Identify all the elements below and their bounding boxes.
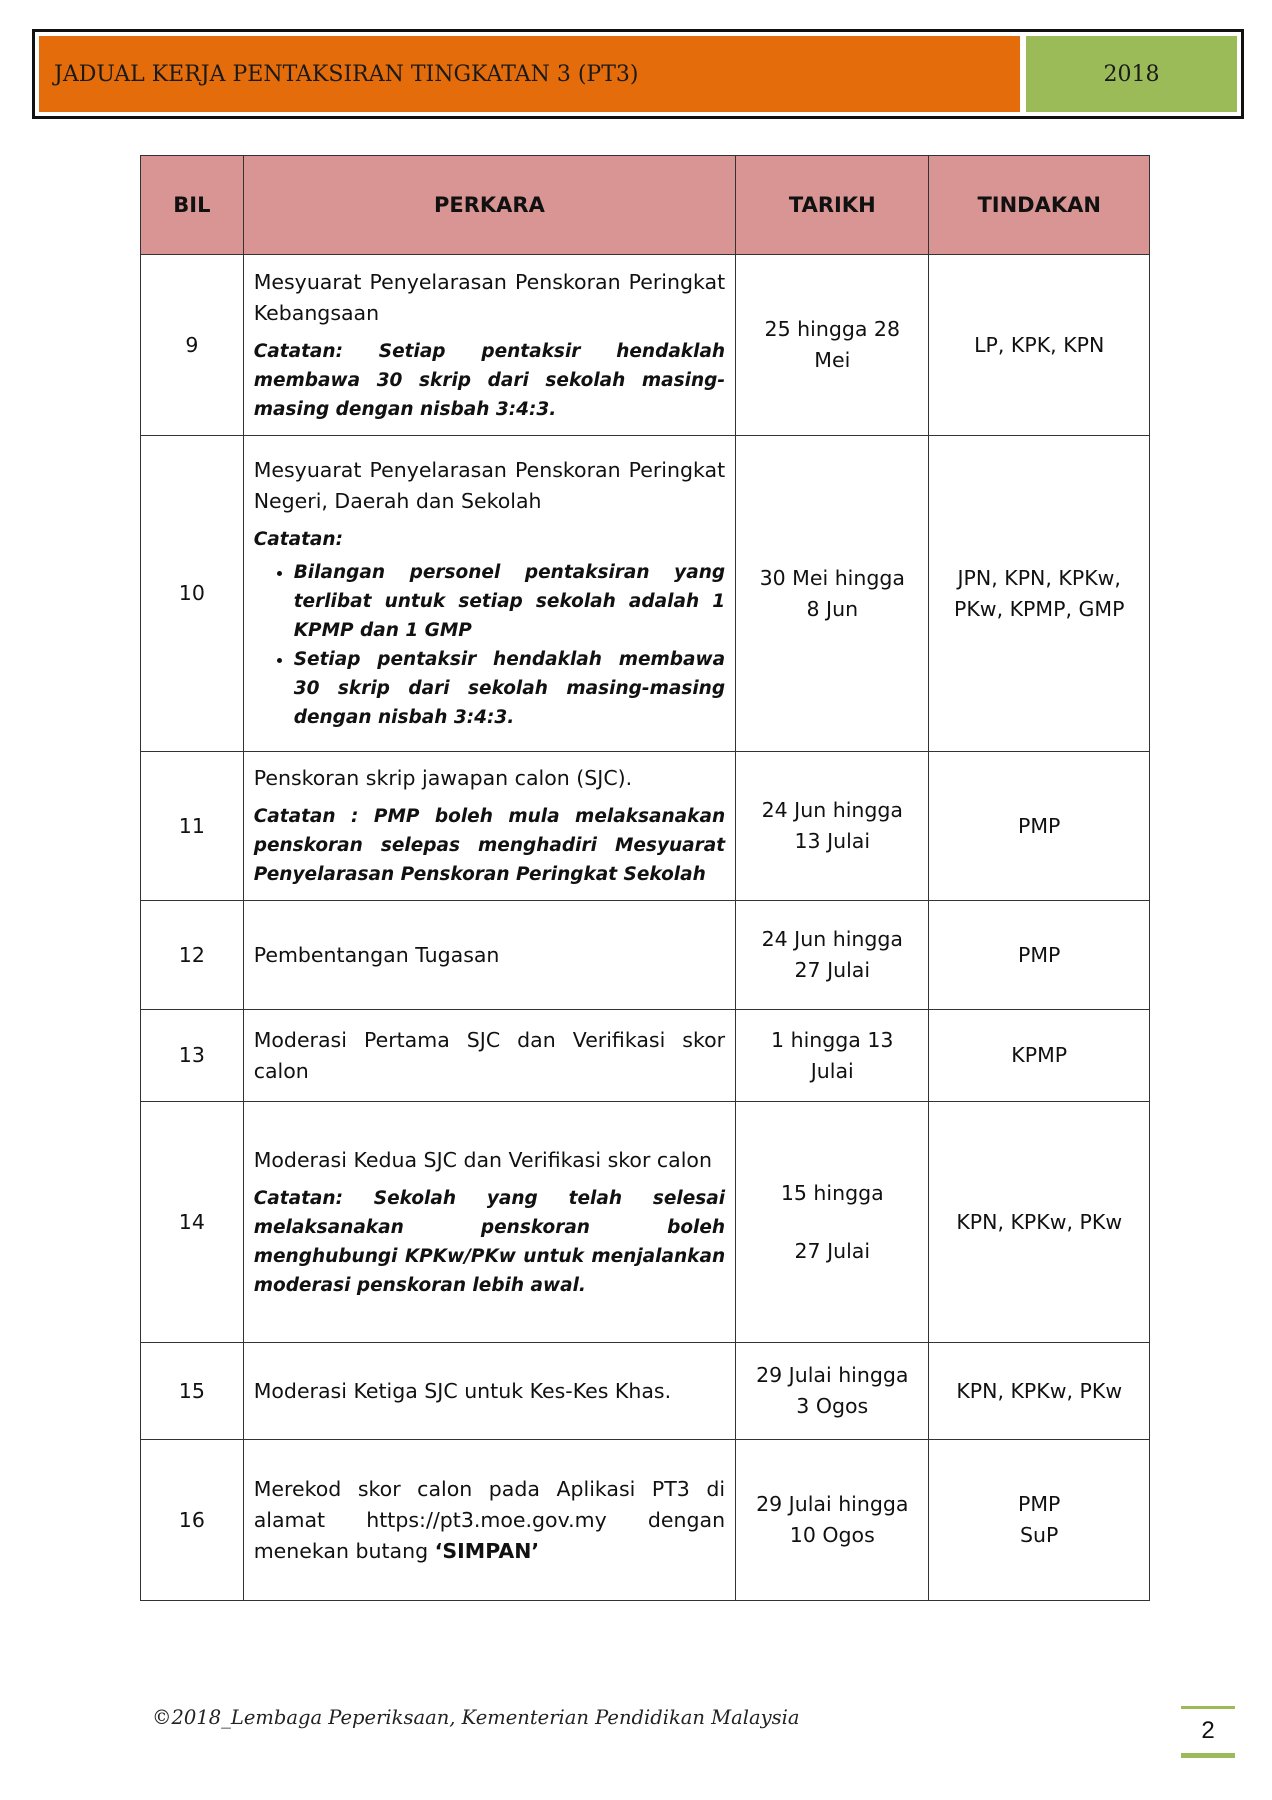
- row-item: [243, 255, 735, 436]
- row-date: 29 Julai hingga 3 Ogos: [736, 1343, 929, 1440]
- note-bullet: • Setiap pentaksir hendaklah membawa 30 skrip dari sekolah masing-masing dengan nisbah 3:4:3.: [294, 645, 725, 732]
- row-action: PMP SuP: [929, 1440, 1150, 1601]
- row-number: 9: [141, 255, 244, 436]
- row-number: 11: [141, 752, 244, 901]
- row-number: 14: [141, 1102, 244, 1343]
- note-bullet: • Bilangan personel pentaksiran yang terlibat untuk setiap sekolah adalah 1 KPMP dan 1 GMP: [294, 558, 725, 645]
- table-row: [141, 255, 1150, 436]
- item-text: Moderasi Kedua SJC dan Verifikasi skor calon: [253, 1147, 712, 1172]
- row-item: [243, 436, 735, 752]
- row-date: 24 Jun hingga 13 Julai: [736, 752, 929, 901]
- header-title: JADUAL KERJA PENTAKSIRAN TINGKATAN 3 (PT3): [39, 36, 1020, 112]
- row-number: 10: [141, 436, 244, 752]
- footer-copyright: ©2018_Lembaga Peperiksaan, Kementerian Pendidikan Malaysia: [152, 1706, 800, 1729]
- row-number: 12: [141, 901, 244, 1010]
- table-row: [141, 1010, 1150, 1102]
- row-date: 24 Jun hingga 27 Julai: [736, 901, 929, 1010]
- item-note: Catatan: Setiap pentaksir hendaklah membawa 30 skrip dari sekolah masing-masing dengan nisbah 3:4:3.: [253, 340, 726, 420]
- column-header-bil: BIL: [141, 156, 244, 255]
- row-item: [243, 1010, 735, 1102]
- row-action: JPN, KPN, KPKw, PKw, KPMP, GMP: [929, 436, 1150, 752]
- item-text: Mesyuarat Penyelarasan Penskoran Peringkat Kebangsaan: [253, 269, 726, 325]
- item-text: Mesyuarat Penyelarasan Penskoran Peringkat Negeri, Daerah dan Sekolah: [253, 458, 726, 513]
- row-date: 30 Mei hingga 8 Jun: [736, 436, 929, 752]
- table-row: [141, 436, 1150, 752]
- row-action: PMP: [929, 752, 1150, 901]
- page-number: 2: [1181, 1706, 1235, 1758]
- item-text: Pembentangan Tugasan: [253, 942, 500, 967]
- row-item: [243, 1440, 735, 1601]
- column-header-tindakan: TINDAKAN: [929, 156, 1150, 255]
- table-row: [141, 1102, 1150, 1343]
- table-row: [141, 1440, 1150, 1601]
- row-date: 1 hingga 13 Julai: [736, 1010, 929, 1102]
- row-date: 15 hingga 27 Julai: [736, 1102, 929, 1343]
- simpan-label: ‘SIMPAN’: [434, 1538, 540, 1563]
- table-row: [141, 1343, 1150, 1440]
- item-text: Merekod skor calon pada Aplikasi PT3 di alamat https://pt3.moe.gov.my dengan menekan butang ‘SIMPAN’: [253, 1476, 726, 1563]
- row-item: [243, 901, 735, 1010]
- table-header-row: [141, 156, 1150, 255]
- schedule-table: [140, 155, 1150, 1601]
- item-note: [254, 525, 725, 732]
- item-text: Moderasi Ketiga SJC untuk Kes-Kes Khas.: [253, 1378, 672, 1403]
- header-year: 2018: [1026, 36, 1237, 112]
- page-header: [32, 29, 1244, 119]
- item-note: Catatan: Sekolah yang telah selesai melaksanakan penskoran boleh menghubungi KPKw/PKw untuk menjalankan moderasi penskoran lebih awal.: [253, 1187, 726, 1296]
- column-header-tarikh: TARIKH: [736, 156, 929, 255]
- row-action: KPN, KPKw, PKw: [929, 1102, 1150, 1343]
- row-number: 13: [141, 1010, 244, 1102]
- row-date: 25 hingga 28 Mei: [736, 255, 929, 436]
- row-action: KPMP: [929, 1010, 1150, 1102]
- row-number: 15: [141, 1343, 244, 1440]
- table-row: [141, 901, 1150, 1010]
- row-item: [243, 1102, 735, 1343]
- row-date: 29 Julai hingga 10 Ogos: [736, 1440, 929, 1601]
- item-note: Catatan : PMP boleh mula melaksanakan penskoran selepas menghadiri Mesyuarat Penyelarasan Penskoran Peringkat Sekolah: [253, 806, 726, 885]
- item-text: Penskoran skrip jawapan calon (SJC).: [253, 766, 633, 790]
- note-label: Catatan:: [253, 529, 343, 550]
- row-action: LP, KPK, KPN: [929, 255, 1150, 436]
- column-header-perkara: PERKARA: [243, 156, 735, 255]
- row-item: [243, 752, 735, 901]
- row-action: KPN, KPKw, PKw: [929, 1343, 1150, 1440]
- row-number: 16: [141, 1440, 244, 1601]
- item-text: Moderasi Pertama SJC dan Verifikasi skor calon: [253, 1027, 726, 1083]
- row-item: [243, 1343, 735, 1440]
- row-action: PMP: [929, 901, 1150, 1010]
- table-row: [141, 752, 1150, 901]
